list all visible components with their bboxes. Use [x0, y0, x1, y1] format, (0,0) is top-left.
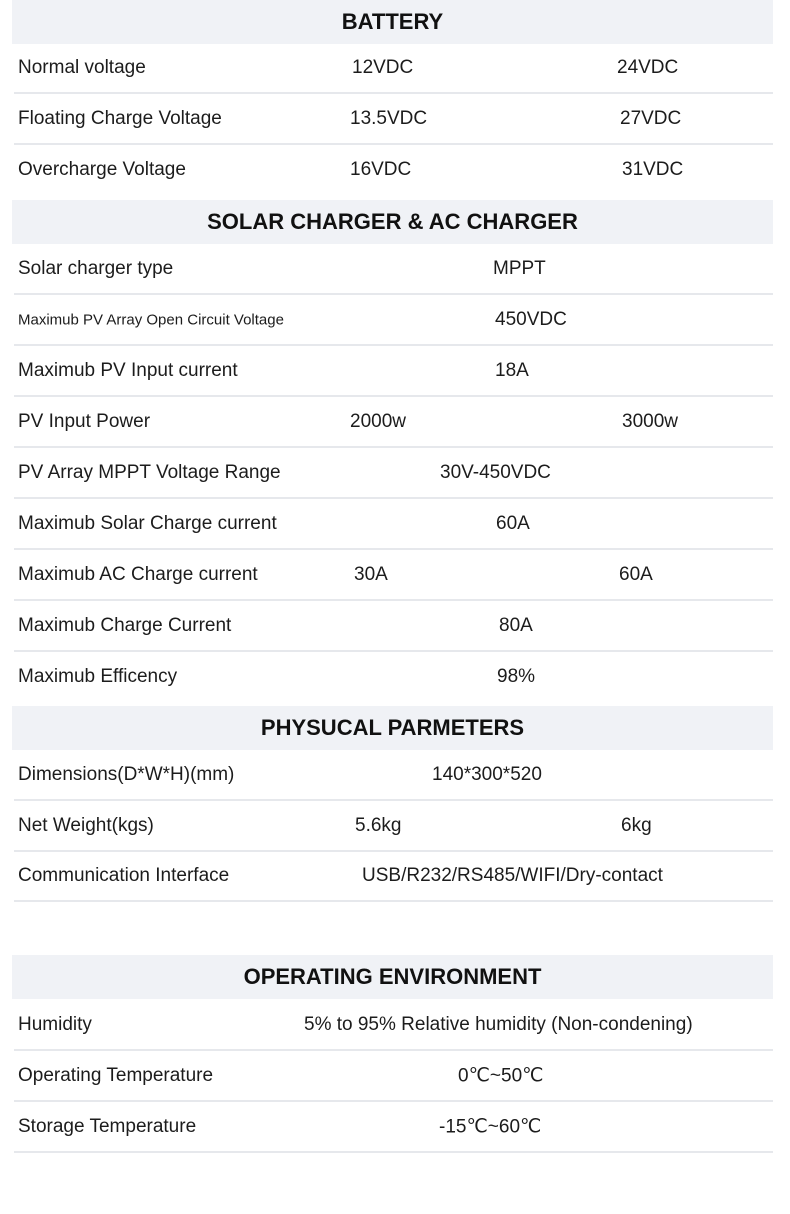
table-row: [14, 245, 773, 295]
row-label: Normal voltage: [18, 57, 146, 78]
table-row: [14, 852, 773, 902]
table-row: [14, 95, 773, 145]
row-label: Communication Interface: [18, 865, 230, 886]
row-label: Storage Temperature: [18, 1116, 197, 1137]
row-value-12v: 30A: [354, 564, 388, 585]
table-row: [14, 652, 773, 702]
row-value: 18A: [495, 360, 529, 381]
row-label: Maximub Efficency: [18, 666, 178, 687]
row-value: -15℃~60℃: [439, 1116, 542, 1138]
row-value-24v: 6kg: [621, 815, 652, 836]
row-value: 30V-450VDC: [440, 462, 551, 483]
row-value-12v: 12VDC: [352, 57, 414, 78]
table-row: [14, 551, 773, 601]
row-value-24v: 27VDC: [620, 108, 682, 129]
row-value-24v: 3000w: [622, 411, 678, 432]
table-row: [14, 398, 773, 448]
section-header-physical: PHYSUCAL PARMETERS: [12, 706, 773, 750]
row-label: Maximub Charge Current: [18, 615, 232, 636]
table-row: [14, 1001, 773, 1051]
section-header-charger: SOLAR CHARGER & AC CHARGER: [12, 200, 773, 244]
row-label: Floating Charge Voltage: [18, 108, 222, 129]
table-row: [14, 449, 773, 499]
table-row: [14, 44, 773, 94]
row-label: Humidity: [18, 1014, 92, 1035]
row-value-12v: 13.5VDC: [350, 108, 428, 129]
section-header-environment: OPERATING ENVIRONMENT: [12, 955, 773, 999]
row-value: 5% to 95% Relative humidity (Non-condening): [304, 1014, 693, 1035]
row-label: Overcharge Voltage: [18, 159, 186, 180]
table-row: [14, 296, 773, 346]
row-value-24v: 60A: [619, 564, 653, 585]
table-row: [14, 602, 773, 652]
row-label: PV Array MPPT Voltage Range: [18, 462, 281, 483]
table-row: [14, 802, 773, 852]
table-row: [14, 145, 773, 195]
table-row: [14, 751, 773, 801]
row-label: Maximub PV Array Open Circuit Voltage: [18, 311, 284, 329]
table-row: [14, 500, 773, 550]
table-row: [14, 1052, 773, 1102]
row-label: Maximub AC Charge current: [18, 564, 258, 585]
row-value: 98%: [497, 666, 536, 687]
row-value: 450VDC: [495, 309, 567, 330]
row-value: 0℃~50℃: [458, 1065, 544, 1087]
row-label: Solar charger type: [18, 258, 174, 279]
row-value-12v: 2000w: [350, 411, 406, 432]
row-value-12v: 16VDC: [350, 159, 412, 180]
row-value: 60A: [496, 513, 530, 534]
row-label: Operating Temperature: [18, 1065, 214, 1086]
table-row: [14, 347, 773, 397]
row-value-24v: 31VDC: [622, 159, 684, 180]
section-header-battery: BATTERY: [12, 0, 773, 44]
row-label: Maximub PV Input current: [18, 360, 238, 381]
table-row: [14, 1103, 773, 1153]
row-value: 140*300*520: [432, 764, 542, 785]
row-label: Net Weight(kgs): [18, 815, 154, 836]
row-label: PV Input Power: [18, 411, 151, 432]
row-label: Dimensions(D*W*H)(mm): [18, 764, 235, 785]
row-value: 80A: [499, 615, 533, 636]
row-label: Maximub Solar Charge current: [18, 513, 277, 534]
row-value: MPPT: [493, 258, 546, 279]
row-value-12v: 5.6kg: [355, 815, 402, 836]
row-value-24v: 24VDC: [617, 57, 679, 78]
row-value: USB/R232/RS485/WIFI/Dry-contact: [362, 865, 663, 886]
